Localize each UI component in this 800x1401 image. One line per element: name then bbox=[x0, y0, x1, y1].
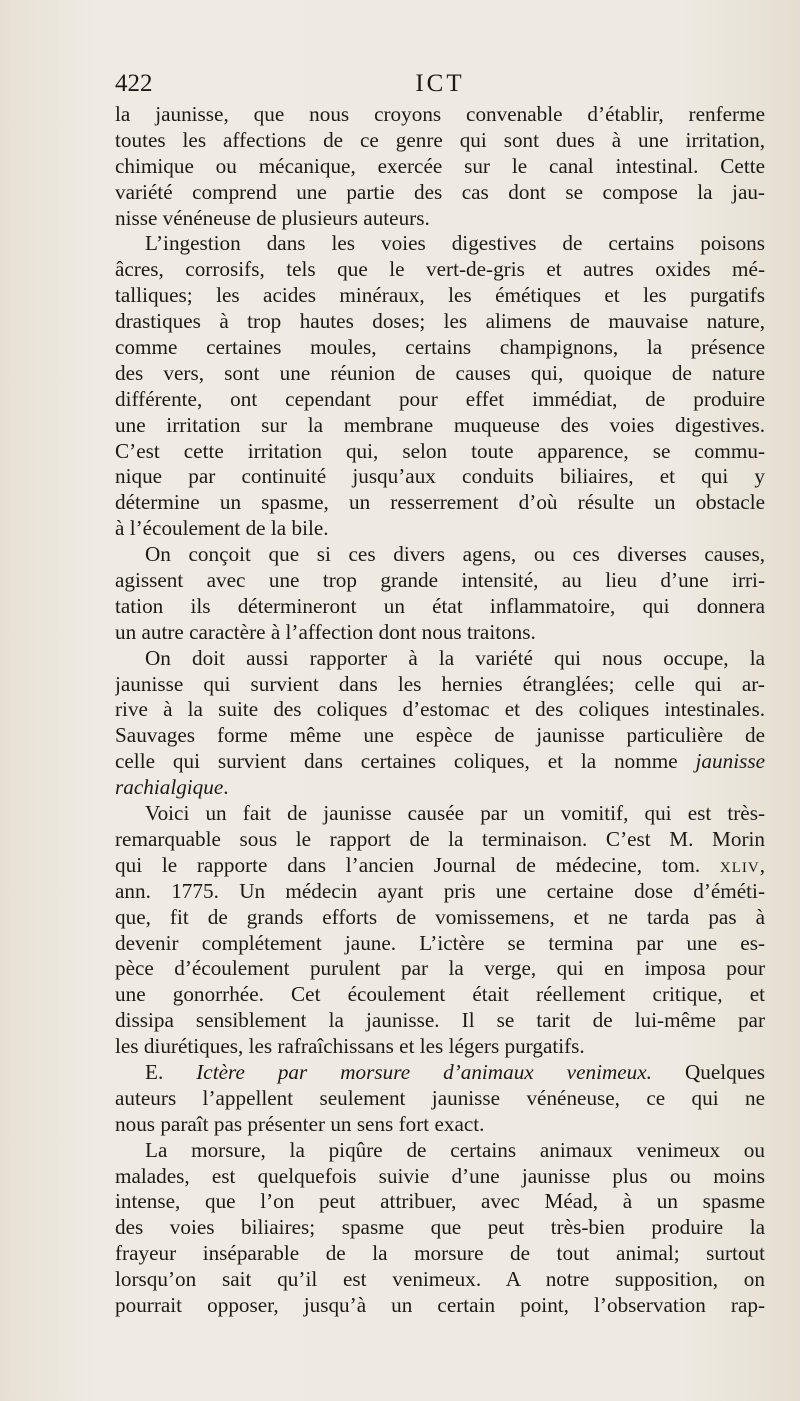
italic-text: jaunisse bbox=[695, 749, 765, 774]
line-text: lorsqu’on sait qu’il est venimeux. A notre supposition, on bbox=[115, 1267, 765, 1292]
page-header bbox=[115, 70, 765, 104]
text-line bbox=[115, 827, 765, 853]
line-text-after: Quelques bbox=[651, 1059, 765, 1084]
text-line bbox=[115, 853, 765, 879]
text-line bbox=[115, 335, 765, 361]
text-line bbox=[115, 1138, 765, 1164]
line-text: jaunisse qui survient dans les hernies étranglées; celle qui ar- bbox=[115, 671, 765, 696]
line-text: les diurétiques, les rafraîchissans et les légers purgatifs. bbox=[115, 1034, 585, 1059]
text-line bbox=[115, 646, 765, 672]
roman-numeral: xliv bbox=[719, 852, 760, 877]
line-text: âcres, corrosifs, tels que le vert-de-gris et autres oxides mé- bbox=[115, 257, 765, 282]
line-text: talliques; les acides minéraux, les émétiques et les purgatifs bbox=[115, 283, 765, 308]
line-text: chimique ou mécanique, exercée sur le canal intestinal. Cette bbox=[115, 153, 765, 178]
text-line bbox=[115, 102, 765, 128]
line-text: La morsure, la piqûre de certains animaux venimeux ou bbox=[145, 1137, 765, 1162]
italic-text: rachialgique bbox=[115, 775, 224, 800]
text-line bbox=[115, 180, 765, 206]
text-line bbox=[115, 439, 765, 465]
text-line bbox=[115, 1086, 765, 1112]
body-text bbox=[115, 102, 765, 1319]
line-text: des vers, sont une réunion de causes qui, quoique de nature bbox=[115, 360, 765, 385]
text-line bbox=[115, 568, 765, 594]
italic-text: Ictère par morsure d’animaux venimeux. bbox=[196, 1059, 652, 1084]
text-line bbox=[115, 1241, 765, 1267]
text-line bbox=[115, 697, 765, 723]
text-line bbox=[115, 1215, 765, 1241]
text-line bbox=[115, 1267, 765, 1293]
text-line bbox=[115, 620, 765, 646]
line-text: variété comprend une partie des cas dont se compose la jau- bbox=[115, 179, 765, 204]
text-line bbox=[115, 931, 765, 957]
text-line bbox=[115, 231, 765, 257]
line-text: E. bbox=[145, 1059, 197, 1084]
line-text: dissipa sensiblement la jaunisse. Il se tarit de lui-même par bbox=[115, 1008, 765, 1033]
line-text: devenir complétement jaune. L’ictère se termina par une es- bbox=[115, 930, 765, 955]
line-text: une irritation sur la membrane muqueuse des voies digestives. bbox=[115, 412, 765, 437]
text-line bbox=[115, 154, 765, 180]
text-line bbox=[115, 516, 765, 542]
text-line bbox=[115, 542, 765, 568]
running-head: ICT bbox=[415, 70, 465, 97]
text-line bbox=[115, 387, 765, 413]
line-text: à l’écoulement de la bile. bbox=[115, 516, 329, 541]
text-line bbox=[115, 1189, 765, 1215]
text-line bbox=[115, 490, 765, 516]
line-text-after: , bbox=[759, 852, 765, 877]
line-text: des voies biliaires; spasme que peut très-bien produire la bbox=[115, 1215, 765, 1240]
line-text: que, fit de grands efforts de vomissemens, et ne tarda pas à bbox=[115, 904, 765, 929]
text-line bbox=[115, 879, 765, 905]
text-line bbox=[115, 982, 765, 1008]
line-text: L’ingestion dans les voies digestives de certains poisons bbox=[145, 231, 765, 256]
text-line bbox=[115, 749, 765, 775]
text-line bbox=[115, 801, 765, 827]
line-text: un autre caractère à l’affection dont nous traitons. bbox=[115, 619, 536, 644]
line-text: Sauvages forme même une espèce de jaunisse particulière de bbox=[115, 723, 765, 748]
line-text: détermine un spasme, un resserrement d’où résulte un obstacle bbox=[115, 490, 765, 515]
line-text: rive à la suite des coliques d’estomac et des coliques intestinales. bbox=[115, 697, 765, 722]
line-text: remarquable sous le rapport de la terminaison. C’est M. Morin bbox=[115, 826, 765, 851]
text-line bbox=[115, 309, 765, 335]
line-text: auteurs l’appellent seulement jaunisse vénéneuse, ce qui ne bbox=[115, 1085, 765, 1110]
line-text: qui le rapporte dans l’ancien Journal de médecine, tom. bbox=[115, 852, 720, 877]
line-text: Voici un fait de jaunisse causée par un vomitif, qui est très- bbox=[145, 801, 765, 826]
line-text: une gonorrhée. Cet écoulement était réellement critique, et bbox=[115, 982, 765, 1007]
text-line bbox=[115, 775, 765, 801]
line-text: C’est cette irritation qui, selon toute apparence, se commu- bbox=[115, 438, 765, 463]
line-text: frayeur inséparable de la morsure de tout animal; surtout bbox=[115, 1241, 765, 1266]
text-line bbox=[115, 594, 765, 620]
line-text: On doit aussi rapporter à la variété qui nous occupe, la bbox=[145, 645, 765, 670]
line-text: ann. 1775. Un médecin ayant pris une certaine dose d’éméti- bbox=[115, 878, 765, 903]
text-line bbox=[115, 464, 765, 490]
text-line bbox=[115, 257, 765, 283]
line-text: celle qui survient dans certaines coliques, et la nomme bbox=[115, 749, 696, 774]
line-text: comme certaines moules, certains champignons, la présence bbox=[115, 335, 765, 360]
line-text: différente, ont cependant pour effet immédiat, de produire bbox=[115, 386, 765, 411]
line-text: malades, est quelquefois suivie d’une jaunisse plus ou moins bbox=[115, 1163, 765, 1188]
text-line bbox=[115, 1008, 765, 1034]
text-line bbox=[115, 361, 765, 387]
line-text-after: . bbox=[223, 775, 229, 800]
line-text: intense, que l’on peut attribuer, avec Méad, à un spasme bbox=[115, 1189, 765, 1214]
page-number: 422 bbox=[115, 70, 153, 97]
line-text: agissent avec une trop grande intensité, au lieu d’une irri- bbox=[115, 568, 765, 593]
text-line bbox=[115, 206, 765, 232]
text-line bbox=[115, 413, 765, 439]
line-text: nous paraît pas présenter un sens fort exact. bbox=[115, 1111, 485, 1136]
text-line bbox=[115, 283, 765, 309]
line-text: tation ils détermineront un état inflammatoire, qui donnera bbox=[115, 593, 765, 618]
text-line bbox=[115, 956, 765, 982]
line-text: la jaunisse, que nous croyons convenable d’établir, renferme bbox=[115, 102, 765, 126]
text-line bbox=[115, 1164, 765, 1190]
line-text: On conçoit que si ces divers agens, ou ces diverses causes, bbox=[145, 542, 765, 567]
text-line bbox=[115, 905, 765, 931]
line-text: nisse vénéneuse de plusieurs auteurs. bbox=[115, 205, 430, 230]
text-line bbox=[115, 1293, 765, 1319]
text-line bbox=[115, 1034, 765, 1060]
line-text: toutes les affections de ce genre qui sont dues à une irritation, bbox=[115, 127, 765, 152]
text-line bbox=[115, 128, 765, 154]
line-text: nique par continuité jusqu’aux conduits biliaires, et qui y bbox=[115, 464, 765, 489]
line-text: drastiques à trop hautes doses; les alimens de mauvaise nature, bbox=[115, 309, 765, 334]
text-line bbox=[115, 672, 765, 698]
text-line bbox=[115, 1060, 765, 1086]
line-text: pèce d’écoulement purulent par la verge, qui en imposa pour bbox=[115, 956, 765, 981]
line-text: pourrait opposer, jusqu’à un certain point, l’observation rap- bbox=[115, 1292, 765, 1317]
text-line bbox=[115, 1112, 765, 1138]
text-line bbox=[115, 723, 765, 749]
